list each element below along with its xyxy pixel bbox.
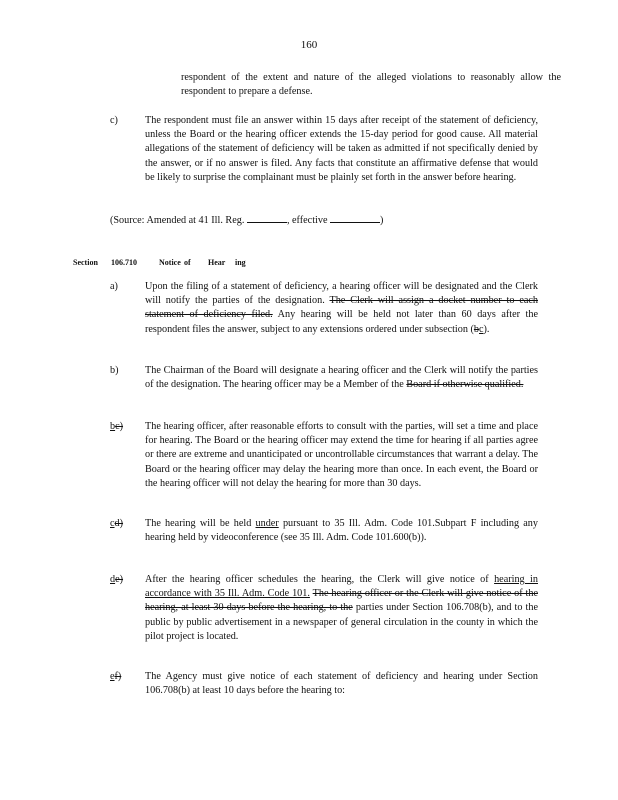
paragraph-notice — [145, 573, 538, 644]
deleted-text: f) — [114, 671, 122, 682]
deleted-text: c) — [115, 421, 124, 432]
paragraph-agency-notice — [145, 670, 538, 698]
paragraph-chairman — [145, 364, 538, 392]
text-segment: After the hearing officer schedules the hearing, the Clerk will give notice of — [145, 574, 495, 585]
continuation-text: respondent of the extent and nature of the alleged violations to reasonably allow the respondent to prepare a defense. — [181, 72, 561, 98]
page-number: 160 — [300, 39, 318, 51]
inserted-text: b — [110, 421, 116, 432]
text-segment: pursuant to 35 Ill. Adm. Code 101.Subpart F including any hearing held by videoconference (see 35 Ill. Adm. Code 101.600(b)). — [145, 518, 538, 544]
inserted-text: under — [255, 518, 279, 529]
inserted-text: e — [110, 671, 115, 682]
deleted-text: b — [473, 323, 479, 335]
section-number: 106.710 — [111, 258, 137, 267]
paragraph-designation — [145, 280, 538, 337]
deleted-text: Board if otherwise qualified. — [406, 379, 524, 391]
source-suffix: ) — [380, 215, 384, 226]
section-title-ing: ing — [235, 258, 246, 267]
text-segment: The Agency must give notice of each statement of deficiency and hearing under Section 106.708(b) at least 10 days before the hearing to: — [145, 671, 538, 697]
deleted-text: d) — [114, 518, 124, 529]
inserted-text: c — [110, 518, 115, 529]
item-label-de — [110, 573, 142, 587]
deleted-text: e) — [115, 574, 124, 585]
text-segment: The Chairman of the Board will designate a hearing officer and the Clerk will notify the parties of the designation. The hearing officer may be a Member of the — [145, 365, 538, 391]
section-label: Section — [73, 258, 98, 267]
item-label-ef — [110, 670, 142, 684]
text-segment: parties under Section 106.708(b), and to the public by public advertisement in a newspaper of general circulation in the county in which the pilot project is located. — [145, 602, 539, 642]
text-segment: Upon the filing of a statement of deficiency, a hearing officer will be designated and the Clerk will notify the parties of the designation. — [145, 281, 538, 307]
text-segment: The respondent must file an answer within 15 days after receipt of the statement of deficiency, unless the Board or the hearing officer extends the 15-day period for good cause. All material allegations of the statement of deficiency will be taken as admitted if not specifically denied by the answer, or if no answer is filed. Any facts that constitute an affirmative defense that would be likely to surprise the complainant must be plainly set forth in the answer before hearing. — [145, 115, 538, 183]
section-title-of: of — [184, 258, 191, 267]
text-segment: Any hearing will be held not later than 60 days after the respondent files the answer, subject to any extensions ordered under subsection ( — [145, 309, 538, 335]
inserted-text: d — [110, 574, 116, 585]
deleted-text: The Clerk will assign a docket number to each statement of deficiency filed. — [145, 295, 539, 321]
source-middle: , effective — [286, 215, 328, 226]
deleted-text: The hearing officer or the Clerk will give notice of the hearing, at least 30 days before the hearing, to the — [145, 588, 538, 614]
paragraph-answer — [145, 114, 538, 185]
text-segment: The hearing will be held — [145, 518, 256, 529]
text-segment: The hearing officer, after reasonable efforts to consult with the parties, will set a time and place for hearing. The Board or the hearing officer may extend the time for hearing if all parties agree or there are extreme and unanticipated or uncontrollable circumstances that warrant a delay. The Board or the hearing officer may delay the hearing more than once. In each event, the Board or the hearing officer will not delay the hearing for more than 30 days. — [145, 421, 538, 489]
paragraph-set-hearing — [145, 420, 538, 491]
inserted-text: hearing in accordance with 35 Ill. Adm. Code 101. — [145, 574, 538, 600]
blank-reg-line — [247, 212, 287, 223]
source-prefix: (Source: Amended at 41 Ill. Reg. — [110, 215, 245, 226]
paragraph-hearing-held — [145, 517, 538, 545]
item-label-b: b) — [110, 365, 119, 376]
blank-date-line — [330, 212, 380, 223]
item-label-bc — [110, 420, 142, 434]
item-label-a: a) — [110, 281, 118, 292]
item-label-c: c) — [110, 115, 118, 126]
section-title-notice: Notice — [159, 258, 181, 267]
text-segment: ). — [483, 323, 490, 335]
source-note — [110, 212, 540, 228]
section-title-hear: Hear — [208, 258, 226, 267]
item-label-cd — [110, 517, 142, 531]
inserted-text: c — [479, 323, 484, 335]
